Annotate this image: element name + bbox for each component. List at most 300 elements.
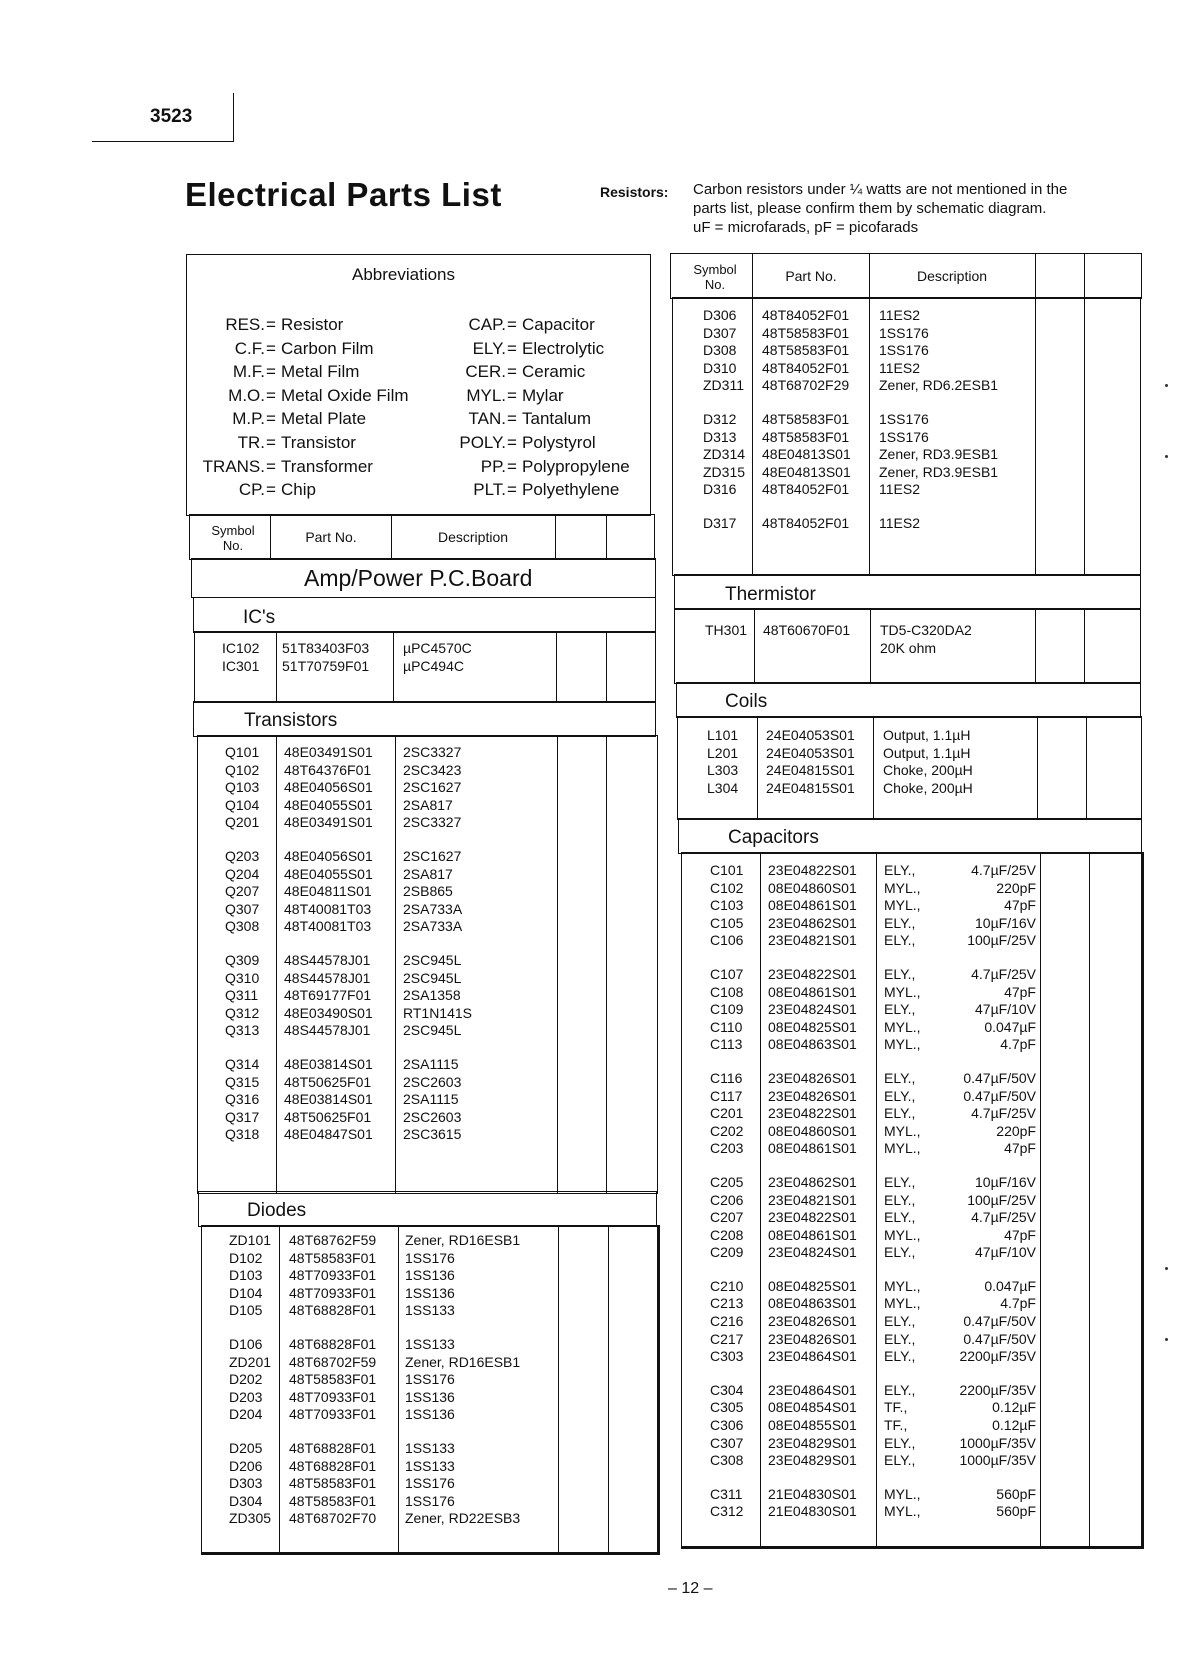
transistors-symbol-cell: Q101 (225, 744, 260, 760)
transistors-symbol-cell: Q310 (225, 969, 260, 986)
abbr-term: MYL. (466, 385, 506, 405)
diodes-symbol-cell: D205 (229, 1439, 263, 1456)
transistors-symbol-cell: Q102 (225, 761, 260, 778)
capacitors-values (930, 862, 1036, 1521)
capacitors-symbol-cell: C304 (710, 1381, 744, 1398)
transistors-part-cell: 48S44578J01 (284, 951, 371, 968)
coils-symbol-cell: L304 (707, 779, 739, 796)
model-number: 3523 (150, 106, 193, 127)
capacitors-value-cell: 560pF (996, 1503, 1036, 1520)
transistors-part-cell: 48E04811S01 (284, 883, 372, 900)
capacitors-symbol-cell: C101 (710, 862, 744, 878)
capacitors-parts (768, 862, 857, 1521)
diodes-desc-cell: 1SS133 (405, 1302, 455, 1319)
abbr-term: M.O. (228, 385, 265, 405)
capacitors-symbol-cell: C107 (710, 965, 744, 982)
diodes_cont-symbol-cell: D308 (703, 342, 737, 359)
capacitors-title: Capacitors (728, 827, 819, 848)
diodes-part-cell: 48T68762F59 (289, 1232, 377, 1248)
transistors-desc-cell: 2SA1115 (403, 1055, 459, 1072)
capacitors-value-cell: 47µF/10V (975, 1244, 1036, 1261)
capacitors-type-cell: MYL., (884, 1226, 921, 1243)
abbr-meaning: Metal Oxide Film (281, 385, 409, 405)
capacitors-part-cell: 23E04826S01 (768, 1069, 857, 1086)
capacitors-part-cell: 23E04864S01 (768, 1381, 857, 1398)
transistors-desc-cell: 2SC945L (403, 1022, 462, 1039)
capacitors-part-cell: 23E04822S01 (768, 1209, 857, 1226)
diodes-desc-cell: 1SS136 (405, 1284, 455, 1301)
transistors-symbol-cell: Q313 (225, 1022, 260, 1039)
transistors-part-cell: 48T64376F01 (284, 761, 372, 778)
capacitors-value-cell: 220pF (996, 1122, 1036, 1139)
capacitors-type-cell: ELY., (884, 1087, 916, 1104)
capacitors-value-cell: 47pF (1004, 983, 1036, 1000)
transistors-desc-cell: 2SA1358 (403, 987, 461, 1004)
capacitors-part-cell: 23E04822S01 (768, 965, 857, 982)
diodes_cont-part-cell: 48T58583F01 (762, 342, 850, 359)
abbr-right-terms (430, 313, 506, 502)
capacitors-part-cell: 23E04862S01 (768, 914, 857, 931)
transistors-desc-cell: 2SC3615 (403, 1126, 462, 1143)
diodes-part-cell: 48T70933F01 (289, 1388, 377, 1405)
capacitors-value-cell: 10µF/16V (975, 1173, 1036, 1190)
transistors-desc-cell: 2SC3327 (403, 814, 462, 831)
diodes_cont-part-cell: 48T68702F29 (762, 377, 850, 394)
capacitors-value-cell: 2200µF/35V (959, 1348, 1036, 1365)
diodes-part-cell: 48T58583F01 (289, 1249, 377, 1266)
capacitors-type-cell: MYL., (884, 1018, 921, 1035)
capacitors-part-cell: 08E04861S01 (768, 1140, 857, 1157)
capacitors-symbols (710, 862, 743, 1521)
diodes-desc-cell: 1SS133 (405, 1457, 455, 1474)
capacitors-type-cell: MYL., (884, 897, 921, 914)
capacitors-symbol-cell: C306 (710, 1417, 744, 1434)
diodes_cont-part-cell: 48T58583F01 (762, 428, 850, 445)
capacitors-type-cell: MYL., (884, 1140, 921, 1157)
resistors-note-line: uF = microfarads, pF = picofarads (693, 219, 919, 236)
capacitors-value-cell: 100µF/25V (967, 1191, 1036, 1208)
diodes-symbol-cell: D202 (229, 1371, 263, 1388)
diodes_cont-part-cell: 48T84052F01 (762, 307, 850, 323)
transistors-symbol-cell: Q308 (225, 918, 260, 935)
transistors-part-cell: 48T50625F01 (284, 1073, 372, 1090)
abbr-meaning: Electrolytic (522, 338, 605, 358)
coils-title: Coils (725, 691, 768, 712)
coils-symbol-cell: L303 (707, 762, 739, 779)
ics-parts (282, 640, 369, 675)
ics-title: IC's (243, 607, 276, 628)
resistors-note-line: parts list, please confirm them by schematic diagram. (693, 200, 1047, 217)
diodes-desc-cell: 1SS176 (405, 1249, 455, 1266)
capacitors-type-cell: ELY., (884, 914, 916, 931)
abbr-meaning: Transformer (281, 456, 373, 476)
capacitors-value-cell: 0.047µF (984, 1277, 1036, 1294)
capacitors-part-cell: 23E04821S01 (768, 932, 857, 949)
transistors-part-cell: 48E03491S01 (284, 744, 373, 760)
coils-desc-cell: Output, 1.1µH (883, 727, 971, 743)
abbr-term: RES. (225, 315, 265, 334)
diodes-desc-cell: 1SS176 (405, 1371, 455, 1388)
abbr-left-terms (195, 313, 265, 502)
diodes-symbol-cell: D102 (229, 1249, 263, 1266)
capacitors-symbol-cell: C113 (710, 1036, 743, 1053)
abbr-right-meanings (522, 313, 630, 502)
diodes-symbol-cell: D204 (229, 1406, 263, 1423)
capacitors-value-cell: 4.7pF (1000, 1295, 1036, 1312)
diodes-cont-parts (762, 307, 851, 533)
diodes-part-cell: 48T68828F01 (289, 1302, 377, 1319)
ics-part-cell: 51T83403F03 (282, 640, 370, 656)
resistors-note-line: Carbon resistors under ¼ watts are not mentioned in the (693, 181, 1068, 198)
capacitors-part-cell: 23E04824S01 (768, 1001, 857, 1018)
capacitors-value-cell: 0.12µF (992, 1399, 1036, 1416)
capacitors-part-cell: 08E04860S01 (768, 879, 857, 896)
capacitors-value-cell: 1000µF/35V (959, 1434, 1036, 1451)
coils-part-cell: 24E04815S01 (766, 762, 855, 779)
diodes-parts (289, 1232, 376, 1528)
coils-desc-cell: Output, 1.1µH (883, 744, 971, 761)
board-title: Amp/Power P.C.Board (304, 565, 533, 591)
transistors-part-cell: 48E03490S01 (284, 1004, 373, 1021)
capacitors-value-cell: 47pF (1004, 897, 1036, 914)
abbr-meaning: Polystyrol (522, 432, 596, 452)
transistors-part-cell: 48E03491S01 (284, 814, 373, 831)
transistors-symbol-cell: Q103 (225, 779, 260, 796)
capacitors-type-cell: TF., (884, 1399, 908, 1416)
diodes-part-cell: 48T58583F01 (289, 1475, 377, 1492)
transistors-part-cell: 48S44578J01 (284, 1022, 371, 1039)
transistors-desc-cell: 2SC2603 (403, 1108, 462, 1125)
diodes_cont-symbol-cell: D312 (703, 410, 737, 427)
abbr-meaning: Polypropylene (522, 456, 630, 476)
diodes_cont-symbol-cell: D310 (703, 359, 737, 376)
header-description: Description (437, 529, 509, 545)
capacitors-symbol-cell: C308 (710, 1452, 744, 1469)
capacitors-part-cell: 23E04826S01 (768, 1087, 857, 1104)
transistors-desc-cell: 2SB865 (403, 883, 453, 900)
diodes_cont-desc-cell: Zener, RD3.9ESB1 (879, 446, 999, 463)
capacitors-value-cell: 47µF/10V (975, 1001, 1036, 1018)
coils-parts (766, 727, 855, 797)
capacitors-type-cell: MYL., (884, 1036, 921, 1053)
capacitors-symbol-cell: C109 (710, 1001, 744, 1018)
capacitors-part-cell: 23E04826S01 (768, 1330, 857, 1347)
diodes-desc-cell: 1SS176 (405, 1492, 455, 1509)
abbr-term: TR. (237, 432, 265, 452)
coils-descriptions (883, 727, 973, 797)
diodes_cont-symbol-cell: ZD315 (703, 463, 746, 480)
diodes-part-cell: 48T68828F01 (289, 1335, 377, 1352)
capacitors-part-cell: 23E04826S01 (768, 1313, 857, 1330)
coils-symbol-cell: L201 (707, 744, 739, 761)
capacitors-value-cell: 0.047µF (984, 1018, 1036, 1035)
header-symbol: Symbol No. (693, 262, 737, 292)
capacitors-type-cell: ELY., (884, 1209, 916, 1226)
transistors-symbol-cell: Q104 (225, 796, 260, 813)
coils-part-cell: 24E04053S01 (766, 727, 855, 743)
capacitors-part-cell: 23E04829S01 (768, 1452, 857, 1469)
diodes_cont-part-cell: 48T58583F01 (762, 410, 850, 427)
capacitors-type-cell: MYL., (884, 1485, 921, 1502)
scan-speck (1165, 384, 1168, 387)
coils-part-cell: 24E04815S01 (766, 779, 855, 796)
transistors-part-cell: 48E04056S01 (284, 779, 373, 796)
transistors-part-cell: 48T40081T03 (284, 918, 372, 935)
capacitors-symbol-cell: C305 (710, 1399, 744, 1416)
capacitors-symbol-cell: C307 (710, 1434, 744, 1451)
capacitors-type-cell: ELY., (884, 1244, 916, 1261)
capacitors-part-cell: 23E04862S01 (768, 1173, 857, 1190)
capacitors-value-cell: 4.7µF/25V (971, 1209, 1036, 1226)
transistors-desc-cell: 2SA733A (403, 918, 463, 935)
capacitors-value-cell: 220pF (996, 879, 1036, 896)
diodes-part-cell: 48T68702F70 (289, 1510, 377, 1527)
thermistor-title: Thermistor (725, 584, 816, 605)
capacitors-symbol-cell: C303 (710, 1348, 744, 1365)
ics-symbols (222, 640, 259, 675)
transistors-symbol-cell: Q315 (225, 1073, 260, 1090)
diodes_cont-part-cell: 48E04813S01 (762, 446, 851, 463)
capacitors-symbol-cell: C311 (710, 1485, 743, 1502)
model-underline (92, 141, 234, 142)
capacitors-symbol-cell: C217 (710, 1330, 744, 1347)
transistors-desc-cell: RT1N141S (403, 1004, 473, 1021)
ics-descriptions (403, 640, 472, 675)
diodes-symbols (229, 1232, 271, 1528)
abbr-meaning: Carbon Film (281, 338, 374, 358)
diodes-part-cell: 48T58583F01 (289, 1371, 377, 1388)
transistors-symbol-cell: Q316 (225, 1091, 260, 1108)
capacitors-value-cell: 0.47µF/50V (963, 1330, 1036, 1347)
diodes-desc-cell: 1SS176 (405, 1475, 455, 1492)
capacitors-value-cell: 0.47µF/50V (963, 1087, 1036, 1104)
transistors-desc-cell: 2SC3327 (403, 744, 462, 760)
page-number: – 12 – (668, 1580, 713, 1597)
diodes_cont-symbol-cell: D316 (703, 481, 737, 498)
diodes_cont-desc-cell: Zener, RD6.2ESB1 (879, 377, 999, 394)
transistors-desc-cell: 2SC1627 (403, 847, 462, 864)
diodes_cont-symbol-cell: D306 (703, 307, 737, 323)
diodes-symbol-cell: ZD101 (229, 1232, 272, 1248)
capacitors-symbol-cell: C205 (710, 1173, 744, 1190)
capacitors-value-cell: 4.7µF/25V (971, 862, 1036, 878)
capacitors-part-cell: 23E04822S01 (768, 862, 857, 878)
transistors-symbol-cell: Q309 (225, 951, 260, 968)
capacitors-type-cell: ELY., (884, 1069, 916, 1086)
header-part-no: Part No. (305, 529, 357, 545)
coils-symbols (707, 727, 738, 797)
model-divider (233, 93, 234, 142)
coils-desc-cell: Choke, 200µH (883, 779, 973, 796)
transistors-parts (284, 744, 373, 1144)
transistors-part-cell: 48T50625F01 (284, 1108, 372, 1125)
capacitors-value-cell: 0.12µF (992, 1417, 1036, 1434)
diodes-part-cell: 48T68828F01 (289, 1439, 377, 1456)
capacitors-type-cell: ELY., (884, 1434, 916, 1451)
capacitors-type-cell: ELY., (884, 1173, 916, 1190)
diodes-descriptions (405, 1232, 520, 1528)
diodes-cont-descriptions (879, 307, 998, 533)
capacitors-symbol-cell: C105 (710, 914, 744, 931)
transistors-symbol-cell: Q314 (225, 1055, 260, 1072)
resistors-label: Resistors: (600, 184, 669, 200)
capacitors-part-cell: 08E04861S01 (768, 1226, 857, 1243)
transistors-part-cell: 48S44578J01 (284, 969, 371, 986)
capacitors-value-cell: 1000µF/35V (959, 1452, 1036, 1469)
capacitors-symbol-cell: C209 (710, 1244, 744, 1261)
ics-desc-cell: µPC4570C (403, 640, 472, 656)
capacitors-type-cell: ELY., (884, 862, 916, 878)
transistors-part-cell: 48E04056S01 (284, 847, 373, 864)
diodes-symbol-cell: D105 (229, 1302, 263, 1319)
abbr-meaning: Tantalum (522, 409, 591, 429)
transistors-desc-cell: 2SA1115 (403, 1091, 459, 1108)
diodes-part-cell: 48T68828F01 (289, 1457, 377, 1474)
capacitors-symbol-cell: C108 (710, 983, 744, 1000)
abbr-term: CAP. (468, 315, 506, 334)
header-description: Description (916, 268, 988, 284)
capacitors-type-cell: ELY., (884, 1191, 916, 1208)
capacitors-value-cell: 47pF (1004, 1226, 1036, 1243)
capacitors-symbol-cell: C207 (710, 1209, 744, 1226)
capacitors-type-cell: MYL., (884, 879, 921, 896)
ics-symbol-cell: IC301 (222, 657, 260, 674)
abbr-term: CER. (465, 362, 506, 382)
transistors-symbol-cell: Q207 (225, 883, 260, 900)
capacitors-symbol-cell: C216 (710, 1313, 744, 1330)
capacitors-value-cell: 4.7µF/25V (971, 965, 1036, 982)
capacitors-type-cell: ELY., (884, 1105, 916, 1122)
diodes-desc-cell: 1SS136 (405, 1267, 455, 1284)
diodes-desc-cell: 1SS136 (405, 1388, 455, 1405)
capacitors-symbol-cell: C102 (710, 879, 744, 896)
capacitors-part-cell: 08E04860S01 (768, 1122, 857, 1139)
capacitors-value-cell: 100µF/25V (967, 932, 1036, 949)
capacitors-type-cell: TF., (884, 1417, 908, 1434)
diodes-part-cell: 48T68702F59 (289, 1353, 377, 1370)
header-part-no: Part No. (785, 268, 837, 284)
abbr-meaning: Transistor (281, 432, 356, 452)
abbr-meaning: Capacitor (522, 315, 595, 334)
diodes-symbol-cell: ZD201 (229, 1353, 272, 1370)
abbr-term: PP. (480, 456, 506, 476)
diodes-symbol-cell: D104 (229, 1284, 263, 1301)
capacitors-symbol-cell: C116 (710, 1069, 743, 1086)
diodes-part-cell: 48T70933F01 (289, 1406, 377, 1423)
capacitors-part-cell: 08E04855S01 (768, 1417, 857, 1434)
diodes-symbol-cell: D304 (229, 1492, 263, 1509)
transistors-symbol-cell: Q201 (225, 814, 260, 831)
capacitors-value-cell: 4.7pF (1000, 1036, 1036, 1053)
diodes_cont-symbol-cell: D317 (703, 514, 737, 531)
ics-symbol-cell: IC102 (222, 640, 260, 656)
ics-desc-cell: µPC494C (403, 657, 464, 674)
capacitors-value-cell: 10µF/16V (975, 914, 1036, 931)
capacitors-type-cell: MYL., (884, 1277, 921, 1294)
capacitors-part-cell: 23E04829S01 (768, 1434, 857, 1451)
transistors-symbol-cell: Q203 (225, 847, 260, 864)
page-title: Electrical Parts List (185, 176, 502, 213)
transistors-desc-cell: 2SA733A (403, 900, 463, 917)
diodes_cont-part-cell: 48E04813S01 (762, 463, 851, 480)
diodes_cont-part-cell: 48T84052F01 (762, 481, 850, 498)
transistors-desc-cell: 2SC2603 (403, 1073, 462, 1090)
header-symbol: Symbol No. (211, 523, 255, 553)
diodes_cont-symbol-cell: D307 (703, 324, 737, 341)
diodes_cont-desc-cell: 11ES2 (879, 481, 920, 498)
capacitors-symbol-cell: C201 (710, 1105, 744, 1122)
diodes-desc-cell: 1SS133 (405, 1439, 455, 1456)
abbr-meaning: Ceramic (522, 362, 586, 382)
capacitors-type-cell: ELY., (884, 1001, 916, 1018)
diodes_cont-desc-cell: 1SS176 (879, 428, 929, 445)
capacitors-symbol-cell: C117 (710, 1087, 743, 1104)
capacitors-value-cell: 47pF (1004, 1140, 1036, 1157)
capacitors-type-cell: ELY., (884, 1348, 916, 1365)
abbr-term: CP. (238, 480, 265, 500)
diodes_cont-desc-cell: Zener, RD3.9ESB1 (879, 463, 999, 480)
diodes-symbol-cell: D206 (229, 1457, 263, 1474)
transistors-part-cell: 48E04055S01 (284, 796, 373, 813)
transistors-part-cell: 48E04055S01 (284, 865, 373, 882)
coils-desc-cell: Choke, 200µH (883, 762, 973, 779)
transistors-symbol-cell: Q204 (225, 865, 260, 882)
coils-part-cell: 24E04053S01 (766, 744, 855, 761)
abbr-meaning: Polyethylene (522, 480, 620, 500)
capacitors-part-cell: 21E04830S01 (768, 1485, 857, 1502)
capacitors-type-cell: MYL., (884, 983, 921, 1000)
capacitors-value-cell: 0.47µF/50V (963, 1069, 1036, 1086)
resistors-note (693, 180, 1067, 237)
diodes_cont-symbol-cell: ZD311 (703, 377, 744, 394)
transistors-part-cell: 48T40081T03 (284, 900, 372, 917)
capacitors-part-cell: 21E04830S01 (768, 1503, 857, 1520)
abbr-term: ELY. (472, 338, 506, 358)
transistors-desc-cell: 2SC945L (403, 951, 462, 968)
thermistor-part: 48T60670F01 (763, 622, 851, 638)
capacitors-value-cell: 560pF (996, 1485, 1036, 1502)
capacitors-symbol-cell: C103 (710, 897, 744, 914)
transistors-part-cell: 48E04847S01 (284, 1126, 373, 1143)
diodes-title: Diodes (247, 1200, 307, 1221)
capacitors-type-cell: ELY., (884, 1330, 916, 1347)
transistors-title: Transistors (244, 710, 338, 731)
transistors-desc-cell: 2SC3423 (403, 761, 462, 778)
capacitors-part-cell: 08E04861S01 (768, 897, 857, 914)
capacitors-symbol-cell: C210 (710, 1277, 744, 1294)
abbr-meaning: Chip (281, 480, 316, 500)
capacitors-value-cell: 0.47µF/50V (963, 1313, 1036, 1330)
abbr-term: C.F. (234, 338, 265, 358)
capacitors-symbol-cell: C312 (710, 1503, 744, 1520)
abbr-meaning: Mylar (522, 385, 564, 405)
diodes-desc-cell: Zener, RD22ESB3 (405, 1510, 521, 1527)
capacitors-value-cell: 2200µF/35V (959, 1381, 1036, 1398)
capacitors-symbol-cell: C106 (710, 932, 744, 949)
capacitors-types (884, 862, 921, 1521)
capacitors-symbol-cell: C206 (710, 1191, 744, 1208)
capacitors-part-cell: 08E04825S01 (768, 1018, 857, 1035)
abbr-term: M.P. (232, 409, 265, 429)
diodes_cont-desc-cell: 11ES2 (879, 359, 920, 376)
capacitors-part-cell: 23E04822S01 (768, 1105, 857, 1122)
abbr-right-eq: = = = = = = = = (507, 315, 517, 500)
transistors-symbol-cell: Q312 (225, 1004, 260, 1021)
transistors-part-cell: 48T69177F01 (284, 987, 372, 1004)
diodes-desc-cell: 1SS133 (405, 1335, 455, 1352)
diodes-symbol-cell: D203 (229, 1388, 263, 1405)
capacitors-symbol-cell: C203 (710, 1140, 744, 1157)
